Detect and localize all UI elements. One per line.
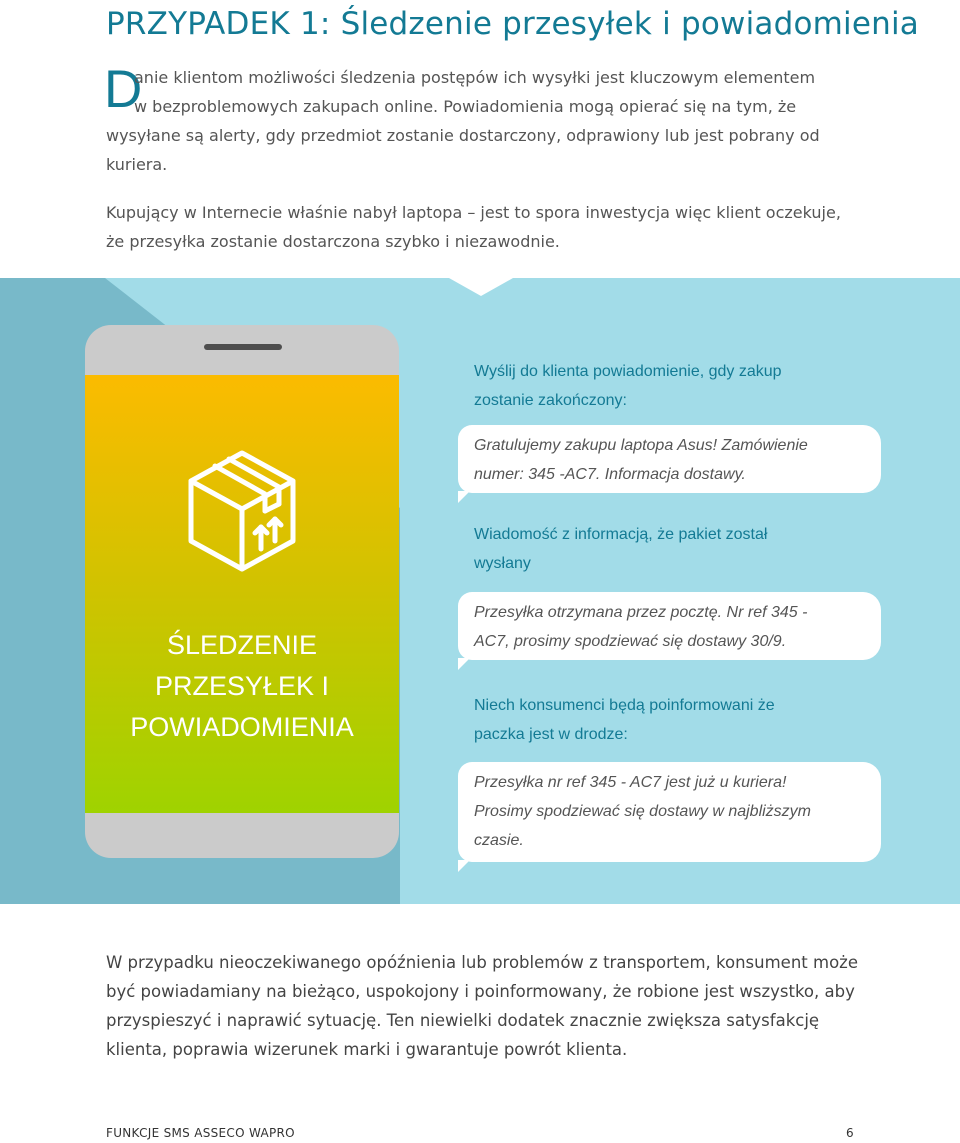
intro-line: w bezproblemowych zakupach online. Powiadomienia mogą opierać się na tym, że (134, 97, 797, 116)
closing-line: przyspieszyć i naprawić sytuację. Ten niewielki dodatek znacznie zwiększa satysfakcję (106, 1011, 820, 1030)
footer-title: FUNKCJE SMS ASSECO WAPRO (106, 1126, 295, 1140)
bubble-line: numer: 345 -AC7. Informacja dostawy. (474, 466, 746, 483)
drop-cap: D (104, 60, 143, 119)
intro-line: kuriera. (106, 155, 168, 174)
screen-title-line: PRZESYŁEK I (154, 671, 330, 701)
heading-line: Wyślij do klienta powiadomienie, gdy zakup (474, 363, 782, 380)
page-number: 6 (846, 1126, 854, 1140)
message-bubble-1 (458, 425, 881, 493)
heading-line: wysłany (474, 555, 531, 572)
phone-illustration (85, 325, 399, 858)
heading-line: Wiadomość z informacją, że pakiet został (474, 526, 768, 543)
scenario-line: że przesyłka zostanie dostarczona szybko i niezawodnie. (106, 232, 560, 251)
bubble-line: Przesyłka otrzymana przez pocztę. Nr ref 345 - (474, 604, 808, 621)
package-box-icon (185, 447, 299, 575)
phone-screen-title (85, 625, 399, 748)
bubble-tail (458, 491, 470, 503)
phone-speaker (204, 344, 282, 350)
bubble-line: Przesyłka nr ref 345 - AC7 jest już u kuriera! (474, 774, 787, 791)
scenario-line: Kupujący w Internecie właśnie nabył laptopa – jest to spora inwestycja więc klient oczekuje, (106, 203, 841, 222)
message-heading-3 (474, 691, 854, 749)
heading-line: zostanie zakończony: (474, 392, 627, 409)
message-heading-1 (474, 357, 854, 415)
bubble-line: AC7, prosimy spodziewać się dostawy 30/9. (474, 633, 787, 650)
bubble-line: czasie. (474, 832, 524, 849)
message-heading-2 (474, 520, 854, 578)
scenario-paragraph (106, 198, 876, 256)
closing-line: klienta, poprawia wizerunek marki i gwarantuje powrót klienta. (106, 1040, 628, 1059)
message-bubble-2 (458, 592, 881, 660)
intro-line: anie klientom możliwości śledzenia postępów ich wysyłki jest kluczowym elementem (134, 68, 816, 87)
screen-title-line: POWIADOMIENIA (130, 712, 354, 742)
band-notch (449, 278, 513, 296)
closing-line: być powiadamiany na bieżąco, uspokojony i poinformowany, że robione jest wszystko, aby (106, 982, 855, 1001)
intro-paragraph (104, 60, 876, 179)
phone-screen (85, 375, 399, 813)
page-title: PRZYPADEK 1: Śledzenie przesyłek i powiadomienia (106, 6, 919, 42)
bubble-line: Prosimy spodziewać się dostawy w najbliższym (474, 803, 811, 820)
message-bubble-3 (458, 762, 881, 862)
screen-title-line: ŚLEDZENIE (166, 630, 318, 660)
closing-paragraph (106, 948, 896, 1064)
heading-line: paczka jest w drodze: (474, 726, 628, 743)
closing-line: W przypadku nieoczekiwanego opóźnienia lub problemów z transportem, konsument może (106, 953, 858, 972)
bubble-line: Gratulujemy zakupu laptopa Asus! Zamówienie (474, 437, 808, 454)
intro-line: wysyłane są alerty, gdy przedmiot zostanie dostarczony, odprawiony lub jest pobrany od (106, 126, 820, 145)
bubble-tail (458, 860, 470, 872)
bubble-tail (458, 658, 470, 670)
heading-line: Niech konsumenci będą poinformowani że (474, 697, 775, 714)
